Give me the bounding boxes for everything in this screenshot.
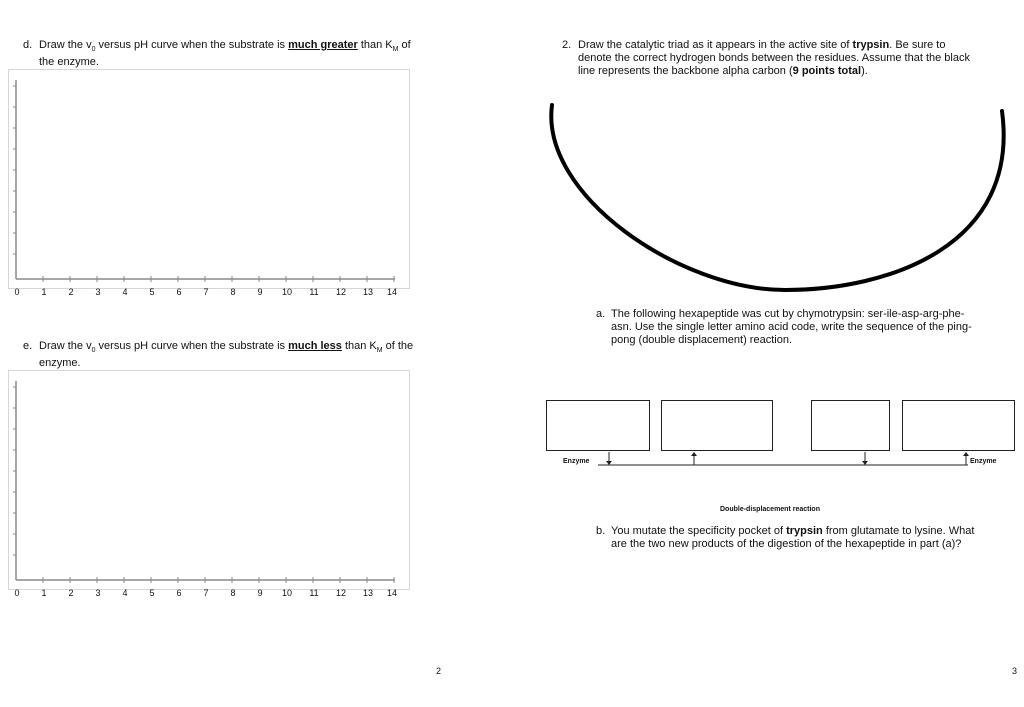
graph-e-area[interactable] (8, 370, 410, 590)
tick-label: 13 (362, 588, 373, 598)
tick-label: 10 (281, 287, 292, 297)
question-b-text (611, 525, 1021, 551)
question-e-text-part: versus pH curve when the substrate is (95, 340, 289, 352)
question-d-label: d. (23, 39, 33, 51)
tick-label: 3 (95, 287, 101, 297)
question-2-label: 2. (562, 39, 572, 51)
tick-label: 12 (335, 287, 346, 297)
answer-box-4[interactable] (902, 400, 1015, 451)
backbone-alpha-carbon-arc (540, 95, 1020, 295)
answer-box-3[interactable] (811, 400, 890, 451)
tick-label: 9 (257, 588, 263, 598)
tick-label: 1 (41, 287, 47, 297)
question-d-text-part: of (398, 39, 411, 51)
reaction-arrows (540, 450, 1020, 474)
trypsin-emphasis: trypsin (852, 39, 890, 51)
tick-label: 4 (122, 588, 128, 598)
question-d-emphasis: much greater (288, 39, 358, 51)
question-e-text-part: of the (382, 340, 414, 352)
trypsin-emphasis: trypsin (786, 525, 823, 537)
tick-label: 0 (14, 287, 20, 297)
question-d-line-2: the enzyme. (39, 56, 99, 69)
tick-label: 12 (335, 588, 346, 598)
tick-label: 7 (203, 588, 209, 598)
question-2-line-1 (578, 39, 1018, 52)
question-2-text-part: ). (861, 65, 868, 77)
tick-label: 10 (281, 588, 292, 598)
question-d-text-part: Draw the v (39, 39, 92, 51)
diagram-caption: Double-displacement reaction (720, 506, 820, 513)
question-e-line-1 (39, 340, 459, 357)
question-e-text (39, 340, 459, 370)
tick-label: 14 (386, 287, 397, 297)
tick-label: 14 (386, 588, 397, 598)
tick-label: 11 (309, 588, 319, 598)
question-b-line-2: are the two new products of the digestion of the hexapeptide in part (a)? (611, 538, 962, 550)
enzyme-label-right: Enzyme (970, 458, 997, 465)
tick-label: 3 (95, 588, 101, 598)
tick-label: 0 (14, 588, 20, 598)
points-emphasis: 9 points total (792, 65, 862, 77)
question-d-text-part: versus pH curve when the substrate is (95, 39, 289, 51)
question-b-label: b. (596, 525, 606, 537)
question-e-emphasis: much less (288, 340, 342, 352)
question-2-text-part: line represents the backbone alpha carbon ( (578, 65, 793, 77)
answer-box-1[interactable] (546, 400, 650, 451)
tick-label: 9 (257, 287, 263, 297)
tick-label: 1 (41, 588, 47, 598)
question-e-label: e. (23, 340, 33, 352)
subscript-zero: 0 (91, 347, 96, 355)
tick-label: 5 (149, 287, 155, 297)
tick-label: 11 (309, 287, 319, 297)
question-d-line-1 (39, 39, 459, 56)
tick-label: 5 (149, 588, 155, 598)
subscript-m: M (376, 347, 383, 355)
question-d-text (39, 39, 459, 69)
question-2-text-part: . Be sure to (889, 39, 946, 51)
subscript-zero: 0 (91, 46, 96, 54)
answer-box-2[interactable] (661, 400, 773, 451)
subscript-m: M (392, 46, 399, 54)
tick-label: 2 (68, 287, 74, 297)
question-2-line-2: denote the correct hydrogen bonds between the residues. Assume that the black (578, 52, 970, 64)
tick-label: 6 (176, 588, 182, 598)
tick-label: 13 (362, 287, 373, 297)
graph-d-area[interactable] (8, 69, 410, 289)
tick-label: 8 (230, 287, 236, 297)
question-b-text-part: from glutamate to lysine. What (822, 525, 975, 537)
question-2-line-3 (578, 65, 1018, 78)
question-d-text-part: than K (357, 39, 393, 51)
question-b-text-part: You mutate the specificity pocket of (611, 525, 787, 537)
question-a-line-2: asn. Use the single letter amino acid code, write the sequence of the ping- (611, 321, 972, 333)
question-2-text (578, 39, 1018, 78)
question-a-line-3: pong (double displacement) reaction. (611, 334, 793, 346)
question-a-text (611, 308, 1021, 347)
tick-label: 8 (230, 588, 236, 598)
enzyme-label-left: Enzyme (563, 458, 590, 465)
question-e-text-part: Draw the v (39, 340, 92, 352)
question-e-text-part: than K (341, 340, 377, 352)
tick-label: 2 (68, 588, 74, 598)
question-a-line-1: The following hexapeptide was cut by chymotrypsin: ser-ile-asp-arg-phe- (611, 308, 965, 320)
question-a-label: a. (596, 308, 606, 320)
question-2-text-part: Draw the catalytic triad as it appears in the active site of (578, 39, 853, 51)
tick-label: 4 (122, 287, 128, 297)
page-number-left: 2 (436, 666, 442, 676)
tick-label: 6 (176, 287, 182, 297)
question-b-line-1 (611, 525, 1021, 538)
graph-d-axes (9, 70, 409, 288)
page-number-right: 3 (1012, 666, 1018, 676)
question-e-line-2: enzyme. (39, 357, 81, 370)
graph-e-axes (9, 371, 409, 589)
tick-label: 7 (203, 287, 209, 297)
